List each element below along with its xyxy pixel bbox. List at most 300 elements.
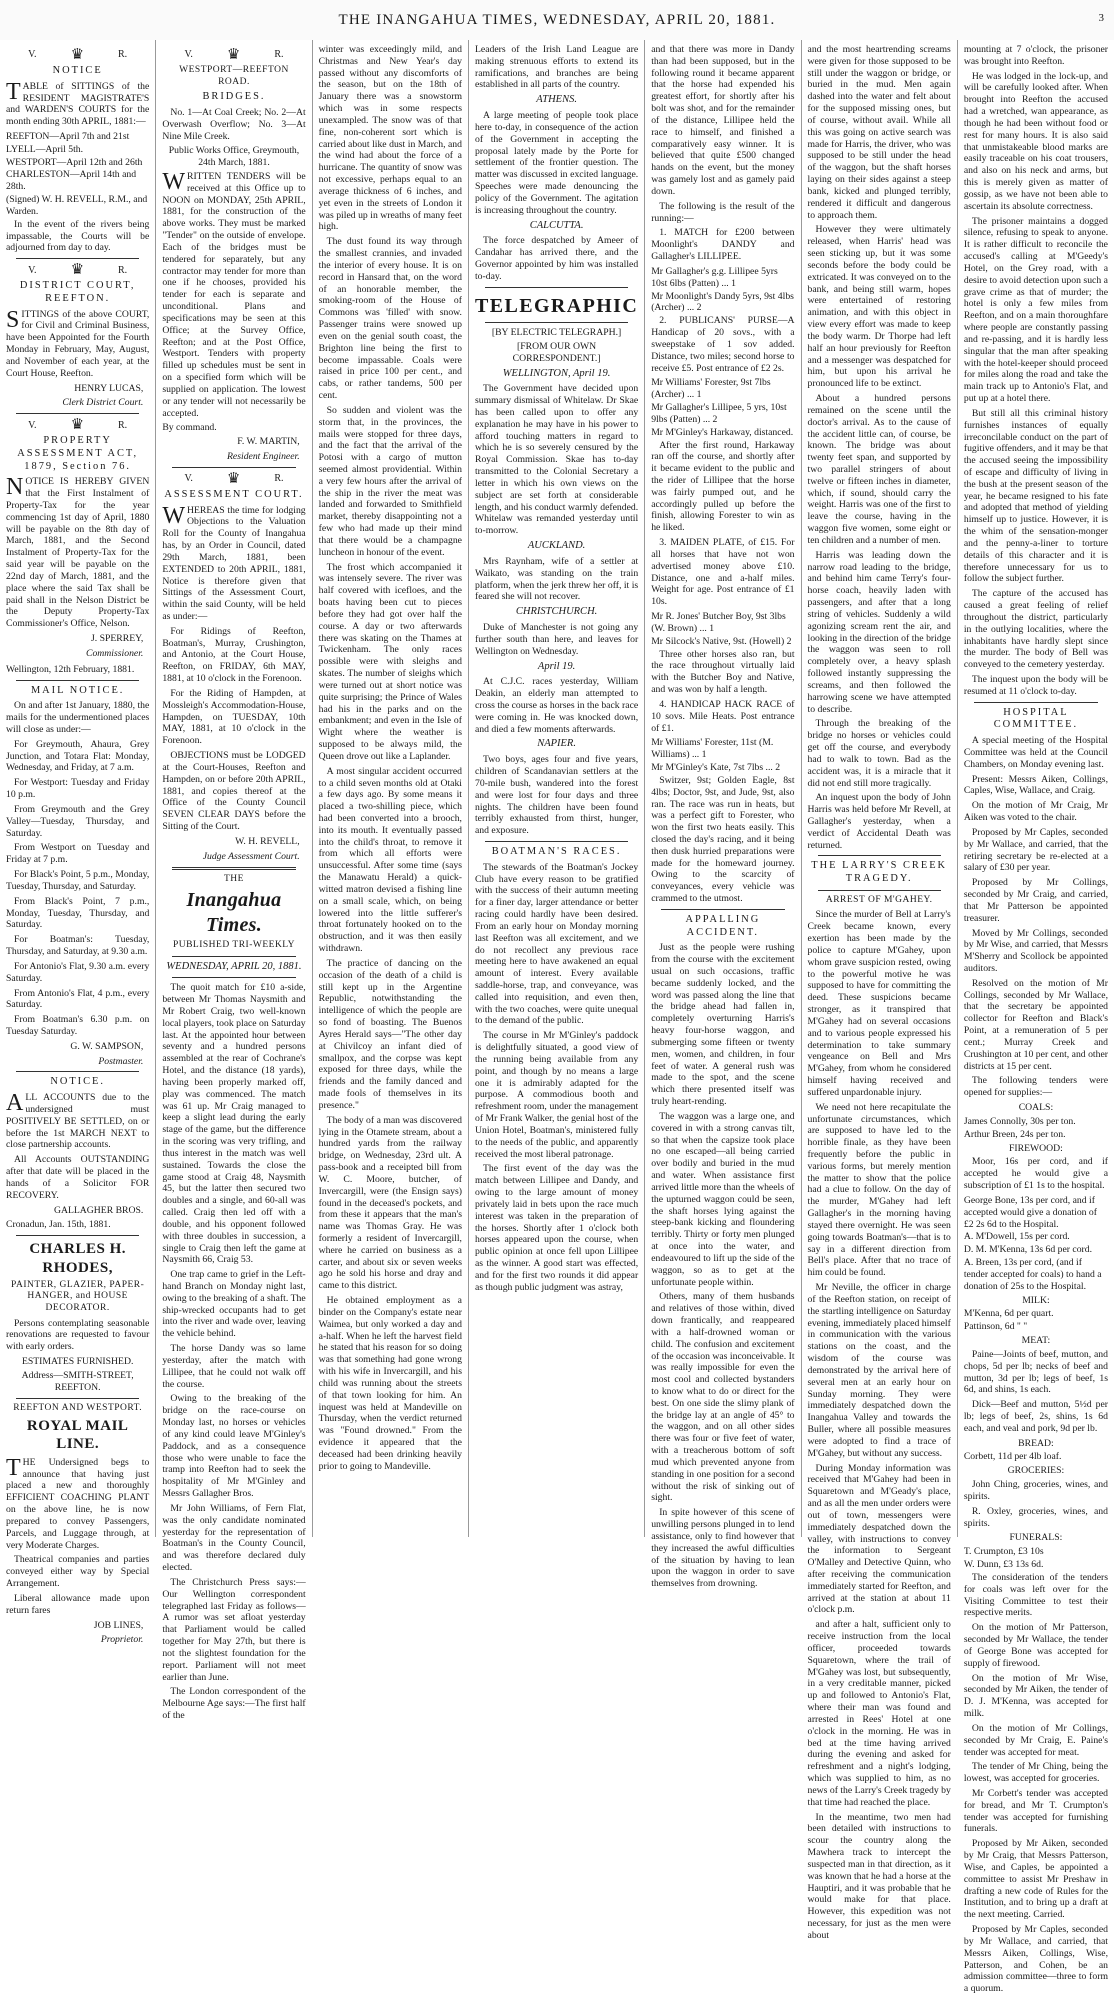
paragraph-text: Moved by Mr Collings, seconded by Mr Wise, and carried, that Messrs M'Sherry and Scollock be appointed auditors. <box>963 927 1108 974</box>
paragraph <box>808 550 951 716</box>
section-heading: Inangahua Times. <box>186 889 282 936</box>
section-heading: THE LARRY'S CREEK TRAGEDY. <box>811 860 948 885</box>
paragraph <box>162 1269 305 1340</box>
paragraph-text: Theatrical companies and parties conveyed either way by Special Arrangement. <box>6 1554 150 1590</box>
paragraph <box>964 216 1108 405</box>
divider <box>16 413 139 414</box>
paragraph <box>475 110 638 216</box>
newspaper-masthead <box>0 0 1114 40</box>
paragraph <box>475 556 638 603</box>
divider <box>818 890 941 891</box>
drop-cap: T <box>6 1454 21 1481</box>
section-heading: PUBLISHED TRI-WEEKLY <box>172 939 296 950</box>
signatory-title: Judge Assessment Court. <box>202 850 300 862</box>
divider <box>818 855 941 856</box>
page-number: 3 <box>1098 12 1104 24</box>
paragraph <box>162 688 305 747</box>
crest-right-letter: R. <box>118 264 128 276</box>
text-line: REEFTON—April 7th and 21st <box>6 131 130 142</box>
paragraph-text: 2. PUBLICANS' PURSE—A Handicap of 20 sovs., with a sweepstake of 1 sov added. Distance, two miles; second horse to receive £5. Post entrance of £2 2s. <box>651 315 795 374</box>
paragraph-text: From Boatman's 6.30 p.m. on Tuesday Saturday. <box>6 1014 150 1037</box>
paragraph <box>6 896 149 931</box>
column-3 <box>313 40 469 1537</box>
paragraph-text: On the motion of Mr Craig, Mr Aiken was voted to the chair. <box>963 800 1108 824</box>
text-line: Wellington, 12th February, 1881. <box>6 663 135 675</box>
text-line: LYELL—April 5th. <box>6 143 84 155</box>
signatory-title: Postmaster. <box>98 1055 144 1067</box>
paragraph <box>964 674 1108 698</box>
paragraph <box>651 1291 794 1504</box>
signatory-title: Clerk District Court. <box>62 397 144 409</box>
paragraph-text: From Black's Point, 7 p.m., Monday, Tuesday, Thursday, and Saturday. <box>6 895 150 931</box>
paragraph <box>808 393 951 547</box>
paragraph-text: On and after 1st January, 1880, the mails for the undermentioned places will close as under:— <box>6 700 150 735</box>
paragraph-text: The frost which accompanied it was intensely severe. The river was half covered with icefloes, and the boats having been cut to pieces before they had got over half the course. A day or two afterwards there was skating on the Thames at Twickenham. The only races possible were with sleighs and skates. The number of sleighs which were turned out at short notice was quite surprising; the Prince of Wales had his in the parks and on the embankment; and even in the Isle of Wight where the weather is supposed to be always mild, the Queen drove out like a Laplander. <box>318 561 462 762</box>
text-line: Mr M'Ginley's Kate, 7st 7lbs ... 2 <box>651 762 781 774</box>
paragraph-text: The stewards of the Boatman's Jockey Club have every reason to be gratified with the success of their autumn meeting for a finer day, larger attendance or better racing could hardly have been desired. From an early hour on Monday morning last Reefton was all excitement, and we do not recollect any previous race meeting here to have awakened an equal amount of interest. Every available saddle-horse, trap, and conveyance, was called into requisition, and even then, with the two coaches, were quite unequal to the demand of the public. <box>474 861 639 1027</box>
paragraph <box>319 562 462 763</box>
paragraph-text: 1. MATCH for £200 between Moonlight's DANDY and Gallagher's LILLIPEE. <box>651 227 795 263</box>
paragraph-text: In the meantime, two men had been detailed with instructions to scour the country along the Mawhera track to intercept the suspected man in that direction, as it was known that he had a horse at the Hauptiri, and it was probable that he would make for that place. However, this expedition was not necessary, for just as the men were about <box>807 1811 951 1941</box>
paragraph <box>808 1102 951 1279</box>
paragraph <box>651 440 794 535</box>
paragraph-text: Resolved on the motion of Mr Collings, seconded by Mr Wallace, that the secretary be appointed collector for Reefton and Black's Point, at a remuneration of 5 per cent.; Murray Creek and Crushington at 10 per cent, and other districts at 15 per cent. <box>963 977 1108 1072</box>
paragraph <box>6 1554 149 1589</box>
signatory-title: Proprietor. <box>100 1634 144 1646</box>
paragraph <box>162 1577 305 1683</box>
paragraph <box>6 961 149 985</box>
crest-left-letter: V. <box>184 473 193 485</box>
signature: J. SPERREY, <box>91 633 144 645</box>
paragraph <box>475 754 638 837</box>
paragraph <box>319 236 462 402</box>
paragraph-text: In spite however of this scene of unwilling persons plunged in to lend assistance, only to find however that they increased the awful difficulties of the situation by having to lean upon the waggon in order to save themselves from drowning. <box>651 1507 795 1590</box>
paragraph-text: At C.J.C. races yesterday, William Deakin, an elderly man attempted to cross the course as horses in the back race were coming in. He was knocked down, and died a few moments afterwards. <box>474 676 639 735</box>
paragraph-text: John Ching, groceries, wines, and spirits. <box>963 1479 1108 1502</box>
paragraph-text: ITTINGS of the above COURT, for Civil and Criminal Business, have been Appointed for the Fourth Monday in February, May, August, and November of each year, at the Court House, Reefton. <box>6 308 150 379</box>
paragraph-text: Just as the people were rushing from the course with the excitement usual on such occasions, traffic became suddenly locked, and the word was passed along the line that the bridge ahead had fallen in, completely overturning Harris's heavy four-horse waggon, and submerging some fifteen or twenty men, women, and children, in four feet of water. A general rush was made to the spot, and the scene which there presented itself was truly heart-rending. <box>651 942 795 1108</box>
text-line: Corbett, 11d per 4lb loaf. <box>963 1451 1062 1463</box>
paragraph <box>6 476 149 630</box>
paragraph-text: Others, many of them husbands and relatives of those within, dived down frantically, and reappeared with a half-drowned woman or child. The confusion and excitement of the occasion was inconceivable. It was really impossible for even the most cool and collected bystanders to know what to do or direct for the best. On one side the slimy plank of the bridge lay at an angle of 45° to the waggon, and on all other sides there was four or five feet of water, with a treacherous bottom of soft mud which prevented anyone from standing in one position for a second without the risk of sinking out of sight. <box>651 1291 795 1504</box>
paragraph-text: The Government have decided upon summary dismissal of Whitelaw. Dr Skae has been called upon to offer any explanation he may have in his power to afford touching matters in regard to which he is so severely censured by the Royal Commission. Skae has to-day transmitted to the Colonial Secretary a letter in which his own views on the subject are set forth at considerable length, and his conduct warmly defended. Whitelaw was remanded yesterday until to-morrow. <box>474 383 639 537</box>
text-line: A. Breen, 13s per cord, (and if tender accepted for coals) to hand a donation of 25s to the Hospital. <box>963 1257 1102 1292</box>
paragraph <box>162 107 305 142</box>
centered-line: COALS: <box>1018 1102 1054 1114</box>
paragraph <box>162 750 305 833</box>
column-1 <box>0 40 156 1646</box>
signatory-title: Commissioner. <box>86 647 144 659</box>
paragraph <box>808 224 951 390</box>
paragraph-text: The Christchurch Press says:—Our Wellington correspondent telegraphed last Friday as follows—A rumor was set afloat yesterday that Parliament would be called together for May 27th, but there is not the slightest foundation for the report. Parliament will not meet earlier than June. <box>162 1576 306 1683</box>
paragraph <box>964 800 1108 824</box>
centered-line: MEAT: <box>1021 1335 1051 1347</box>
paragraph <box>6 869 149 893</box>
paragraph-text: Dick—Beef and mutton, 5½d per lb; legs of beef, 2s, shins, 1s 6d each, and veal and pork, 9d per lb. <box>963 1399 1108 1434</box>
paragraph-text: However they were ultimately released, when Harris' head was seen sticking up, but it was some seconds before the body could be extricated. It was conveyed on to the bank, and being still warm, hopes were entertained of restoring animation, and with this object in view every effort was made to keep the body warm. Dr Thorpe had left half an hour previously for Reefton and a messenger was despatched for him, but upon his arrival he pronounced life to be extinct. <box>807 224 951 390</box>
paragraph-text: Switzer, 9st; Golden Eagle, 8st 4lbs; Doctor, 9st, and Jude, 9st, also ran. The race was run in heats, but was a perfect gift to Forester, who won the first two heats easily. This closed the day's racing, and it being then dusk hurried preparations were made for the homeward journey. Owing to the scarcity of conveyances, every vehicle was crammed to the utmost. <box>651 774 795 905</box>
section-heading: ARREST OF M'GAHEY. <box>825 894 933 905</box>
paragraph-text: The prisoner maintains a dogged silence, refusing to speak to anyone. It is rather difficult to reconcile the accused's calling at M'Geedy's Hotel, on the Grey road, with a desire to avoid detection upon such a grave crime as that of murder; the hotel is only a few miles from Reefton, and on a main thoroughfare where people are constantly passing and re-passing, and it is hardly less singular that the man after speaking with the hotel-keeper should proceed for miles along the road and take the main track up to Antonio's Flat, and put up at a hotel there. <box>963 215 1108 405</box>
royal-crest <box>6 263 149 278</box>
paragraph-text: The following tenders were opened for supplies:— <box>963 1075 1108 1099</box>
royal-crest <box>162 48 305 63</box>
paragraph-text: OBJECTIONS must be LODGED at the Court-Houses, Reefton and Hampden, on or before 20th APRIL, 1881, and copies thereof at the Office of the County Council SEVEN CLEAR DAYS before the Sitting of the Court. <box>162 750 306 833</box>
centered-line: [BY ELECTRIC TELEGRAPH.] <box>491 327 622 339</box>
paragraph-text: HEREAS the time for lodging Objections to the Valuation Roll for the County of Inangahua has, by an Order in Council, dated 29th March, 1881, been EXTENDED to 20th APRIL, 1881, Notice is therefore given that Sittings of the Assessment Court, within the said County, will be held as under:— <box>162 504 306 622</box>
paragraph-text: Moor, 16s per cord, and if accepted he would give a subscription of £1 1s to the hospital. <box>963 1156 1108 1192</box>
paragraph <box>162 502 306 623</box>
paragraph-text: Proposed by Mr Aiken, seconded by Mr Craig, that Messrs Patterson, Wise, and Caples, be appointed a committee to assist Mr Preshaw in drafting a new code of Rules for the Institution, and to bring up a draft at the next meeting. Carried. <box>963 1838 1108 1921</box>
paragraph-text: The London correspondent of the Melbourne Age says:—The first half of the <box>162 1686 306 1721</box>
paragraph <box>162 1686 305 1721</box>
paragraph <box>162 1393 305 1499</box>
column-2 <box>156 40 312 1721</box>
paragraph-text: The following is the result of the running:— <box>651 200 795 224</box>
paragraph-text: The force despatched by Ameer of Candahar has arrived there, and the Governor appointed by him was installed to-day. <box>474 235 639 282</box>
paragraph <box>6 934 149 958</box>
paragraph <box>162 982 305 1266</box>
paragraph <box>651 1111 794 1288</box>
royal-crest <box>162 472 305 487</box>
paragraph <box>964 44 1108 68</box>
section-heading: NOTICE <box>52 65 103 76</box>
centered-line: FUNERALS: <box>1009 1532 1063 1544</box>
paragraph <box>964 1723 1108 1758</box>
signature: GALLAGHER BROS. <box>53 1204 144 1216</box>
text-line: Mr Gallagher's g.g. Lillipee 5yrs 10st 6lbs (Patten) ... 1 <box>651 265 778 289</box>
paragraph <box>964 1761 1108 1785</box>
paragraph <box>6 700 149 735</box>
centered-line: GROCERIES: <box>1007 1465 1065 1477</box>
paragraph-text: About a hundred persons remained on the scene until the doctor's arrival. As to the cause of the accident little can, of course, be known. The bridge was about twenty feet span, and supported by two parallel stringers of about twelve or fifteen inches in diameter, which, if sound, should carry the weight. Harris was one of the first to leave the course, having in the waggon five women, some eight or ten children and a number of men. <box>807 393 951 546</box>
crest-left-letter: V. <box>184 49 193 61</box>
paragraph-text: From Antonio's Flat, 4 p.m., every Saturday. <box>6 987 150 1011</box>
paragraph-text: Leaders of the Irish Land League are making strenuous efforts to extend its ramifications, and branches are being established in all parts of the country. <box>474 44 639 91</box>
text-line: By command. <box>162 422 217 434</box>
text-line: WESTPORT—April 12th and 26th <box>6 156 143 168</box>
section-heading: ROYAL MAIL LINE. <box>26 1418 129 1453</box>
section-heading: BRIDGES. <box>202 91 266 103</box>
text-line: (Signed) W. H. REVELL, R.M., and Warden. <box>6 194 148 217</box>
dateline: CHRISTCHURCH. <box>515 606 598 618</box>
paragraph <box>964 1479 1108 1503</box>
dateline: ATHENS. <box>536 94 577 106</box>
column-6 <box>802 40 958 1941</box>
paragraph <box>162 168 306 419</box>
paragraph <box>6 1318 149 1353</box>
royal-crest <box>6 418 149 433</box>
paragraph <box>475 235 638 282</box>
paragraph <box>651 201 794 225</box>
paragraph-text: The consideration of the tenders for coals was left over for the Visiting Committee to test their respective merits. <box>963 1571 1108 1619</box>
paragraph-text: winter was exceedingly mild, and Christmas and New Year's day passed without any discomforts of the season, but on the 18th of January there was a snowstorm which was in some respects unexampled. The snow was of that fine, non-coherent sort which is carried about like dust in March, and the wind had about the force of a hurricane. The quantity of snow was not excessive, perhaps equal to an average thickness of 6 inches, and yet even in the streets of London it was piled up in wreaths of many feet high. <box>318 44 462 233</box>
paragraph <box>475 622 638 657</box>
text-line: George Bone, 13s per cord, and if accepted would give a donation of £2 2s 6d to the Hospital. <box>963 1194 1097 1230</box>
paragraph-text: 4. HANDICAP HACK RACE of 10 sovs. Mile Heats. Post entrance of £1. <box>651 698 795 734</box>
paragraph-text: The body of a man was discovered lying in the Otamete stream, about a hundred yards from the railway bridge, on Wednesday, 23rd ult. A pass-book and a receipted bill from W. C. Moore, butcher, of Invercargill, were (the Ensign says) found in the deceased's pockets, and from these it appears that the man's name was Thomas Gray. He was formerly a resident of Invercargill, where he carried on business as a carter, and about six or seven weeks ago he sold his horse and dray and came to this district. <box>318 1114 462 1292</box>
paragraph <box>475 1163 638 1293</box>
paragraph <box>964 1075 1108 1099</box>
paragraph-text: Duke of Manchester is not going any further south than here, and leaves for Wellington on Wednesday. <box>474 622 639 657</box>
centered-line: Address—SMITH-STREET, REEFTON. <box>21 1369 134 1393</box>
paragraph-text: 3. MAIDEN PLATE, of £15. For all horses that have not won advertised money above £10. Distance, one and a-half miles. Weight for age. Post entrance of £1 10s. <box>651 537 795 608</box>
text-line: T. Crumpton, £3 10s <box>963 1546 1044 1558</box>
paragraph <box>964 877 1108 924</box>
paragraph-text: mounting at 7 o'clock, the prisoner was brought into Reefton. <box>963 44 1108 67</box>
paragraph-text: During Monday information was received that M'Gahey had been in Squaretown and M'Geady's place, and as all the men under orders were out of town, messengers were immediately despatched down the valley, with instructions to convey the information to Sergeant O'Malley and Detective Quinn, who after receiving the communication immediately started for Reefton, and arrived at the station at about 11 o'clock p.m. <box>807 1462 951 1616</box>
paragraph <box>964 978 1108 1073</box>
paragraph <box>964 1506 1108 1530</box>
paragraph <box>964 1572 1108 1619</box>
paragraph-text: The course in Mr M'Ginley's paddock is delightfully situated, a good view of the running being available from any point, and though by no means a large one it is admirably adapted for the purpose. A commodious booth and refreshment room, under the management of Mr Frank Walker, the genial host of the Union Hotel, Boatman's, ministered fully to the needs of the public, and apparently received the most liberal patronage. <box>474 1030 639 1160</box>
paragraph-text: On the motion of Mr Patterson, seconded by Mr Wallace, the tender of George Bone was accepted for supply of firewood. <box>963 1622 1108 1669</box>
paragraph-text: Present: Messrs Aiken, Collings, Caples, Wise, Wallace, and Craig. <box>963 773 1108 797</box>
crown-icon: ♛ <box>226 470 241 487</box>
paragraph-text: For Westport: Tuesday and Friday 10 p.m. <box>6 777 150 801</box>
newspaper-columns <box>0 40 1114 1995</box>
paragraph-text: and after a halt, sufficient only to receive instruction from the local officer, proceeded towards Squaretown, where the trail of M'Gahey was lost, but subsequently, in a very creditable manner, picked up and followed to Antonio's Flat, where their man was found and arrested in Rees' Hotel at one o'clock in the morning. He was in bed at the time having arrived during the evening and asked for refreshment and a night's lodging, which was supplied to him, as no news of the Larry's Creek tragedy by that time had reached the place. <box>807 1619 951 1808</box>
paragraph-text: For Ridings of Reefton, Boatman's, Murray, Crushington, and Antonio, at the Court House, Reefton, on FRIDAY, 6th MAY, 1881, at 10 o'clock in the Forenoon. <box>162 625 306 685</box>
section-heading: HOSPITAL COMMITTEE. <box>993 706 1079 731</box>
dateline: AUCKLAND. <box>527 540 586 552</box>
paragraph <box>808 44 951 221</box>
paragraph-text: Since the murder of Bell at Larry's Creek became known, every exertion has been made by the police to capture M'Gahey, upon whom grave suspicion rested, owing to the powerful motive he was supposed to have for committing the deed. These suspicions became stronger, as it transpired that M'Gahey had on several occasions and to various people expressed his determination to take summary vengeance on Bell and Mrs M'Gahey, from whom he considered himself having received and suffered unpardonable injury. <box>807 909 951 1098</box>
paragraph-text: The tender of Mr Ching, being the lowest, was accepted for groceries. <box>963 1761 1108 1785</box>
divider <box>172 956 295 957</box>
crown-icon: ♛ <box>226 47 241 63</box>
paragraph-text: Proposed by Mr Caples, seconded by Mr Wallace, and carried, that the retiring secretary be re-elected at a salary of £30 per year. <box>963 826 1108 874</box>
paragraph <box>964 928 1108 975</box>
text-line: Mr Williams' Forester, 11st (M. Williams) ... 1 <box>651 737 774 761</box>
paragraph-text: R. Oxley, groceries, wines, and spirits. <box>963 1505 1108 1529</box>
paragraph <box>964 1349 1108 1396</box>
text-line: CHARLESTON—April 14th and 28th. <box>6 169 137 193</box>
drop-cap: N <box>6 474 24 501</box>
paragraph <box>651 315 794 374</box>
crown-icon: ♛ <box>70 47 85 63</box>
signatory-title: Resident Engineer. <box>227 451 300 463</box>
paragraph-text: HE Undersigned begs to announce that having just placed a new and thoroughly EFFICIENT COACHING PLANT on the above line, he is now prepared to convey Passengers, Parcels, and Luggage through, at very Moderate Charges. <box>6 1456 150 1551</box>
paragraph-text: All Accounts OUTSTANDING after that date will be placed in the hands of a Solicitor FOR RECOVERY. <box>6 1154 150 1201</box>
centered-line: ESTIMATES FURNISHED. <box>21 1356 134 1368</box>
paragraph-text: OTICE IS HEREBY GIVEN that the First Instalment of Property-Tax for the year commencing 1st day of April, 1880 will be payable on the 8th day of March, 1881, and the Second Instalment of Property-Tax for the said year will be payable on the 22nd day of March, 1881, and the place where the said Tax shall be paid shall in the Nelson District be the Deputy Property-Tax Commissioner's Office, Nelson. <box>6 476 150 630</box>
paragraph <box>6 842 149 866</box>
divider <box>16 1071 139 1072</box>
dateline: NAPIER. <box>537 738 576 750</box>
column-4 <box>469 40 645 1537</box>
paragraph-text: He was lodged in the lock-up, and will be carefully looked after. When brought into Reefton the accused had a wretched, wan appearance, as though he had been without food or rest for many hours. It is also said that unmistakeable blood marks are easily traceable on his coat trousers, and also on his neck and arms, but this is merely given as matter of gossip, as we have not been able to ascertain its absolute correctness. <box>963 70 1108 212</box>
paragraph <box>964 735 1108 770</box>
text-line: Cronadun, Jan. 15th, 1881. <box>6 1219 111 1231</box>
paragraph <box>475 44 638 91</box>
paragraph-text: In the event of the rivers being impassable, the Courts will be adjourned from day to day. <box>6 218 150 254</box>
divider <box>16 1398 139 1399</box>
paragraph-text: One trap came to grief in the Left-hand Branch on Monday night last, owing to the breaking of a shaft. The ship-wrecked occupants had to get into the river and wade over, leaving the vehicle behind. <box>162 1269 306 1340</box>
crest-left-letter: V. <box>28 264 37 276</box>
paragraph-text: Liberal allowance made upon return fares <box>6 1592 150 1616</box>
paragraph <box>964 827 1108 874</box>
newspaper-title: THE INANGAHUA TIMES, WEDNESDAY, APRIL 20, 1881. <box>338 11 776 28</box>
paragraph <box>162 1343 305 1390</box>
paragraph <box>319 766 462 955</box>
divider <box>661 909 784 910</box>
text-line: James Connolly, 30s per ton. <box>963 1115 1076 1127</box>
paragraph <box>651 942 794 1108</box>
column-5 <box>645 40 801 1590</box>
paragraph <box>475 676 638 735</box>
divider <box>16 680 139 681</box>
paragraph <box>964 1788 1108 1835</box>
crown-icon: ♛ <box>70 262 85 279</box>
paragraph-text: The first event of the day was the match between Lillipee and Dandy, and owing to the large amount of money privately laid in bets upon the race much interest was taken in the preparation of the horses. Shortly after 1 o'clock both horses appeared upon the course, when public opinion at once fell upon Lillipee as the winner. A good start was effected, and for the first two rounds it did appear as though public judgment was astray, <box>474 1163 639 1293</box>
paragraph-text: An inquest upon the body of John Harris was held before Mr Revell, at Gallagher's yesterday, when a verdict of Accidental Death was returned. <box>807 792 951 851</box>
text-line: M'Kenna, 6d per quart. <box>963 1308 1054 1320</box>
section-heading: PAINTER, GLAZIER, PAPER-HANGER, and HOUSE DECORATOR. <box>11 1279 145 1314</box>
paragraph-text: Mr Corbett's tender was accepted for bread, and Mr T. Crumpton's tender was accepted for furnishing funerals. <box>963 1788 1108 1835</box>
paragraph-text: LL ACCOUNTS due to the undersigned must POSITIVELY BE SETTLED, on or before the 1st MARCH NEXT to close partnership accounts. <box>6 1092 150 1151</box>
paragraph-text: After the first round, Harkaway ran off the course, and shortly after it became evident to the public and the rider of Lillipee that the horse was fairly pumped out, and he accordingly pulled up before the finish, allowing Forester to win as he liked. <box>651 439 795 534</box>
paragraph-text: Owing to the breaking of the bridge on the race-course on Monday last, no horses or vehicles of any kind could leave M'Ginley's Paddock, and as a consequence those who were unable to face the tramp into Reefton had to seek the hospitality of Mr M'Ginley and Messrs Gallagher Bros. <box>162 1393 306 1500</box>
divider <box>172 867 295 870</box>
paragraph <box>6 777 149 801</box>
drop-cap: A <box>6 1090 24 1117</box>
crown-icon: ♛ <box>70 417 85 434</box>
paragraph <box>651 699 794 734</box>
paragraph <box>6 1593 149 1617</box>
paragraph-text: Mr John Williams, of Fern Flat, was the only candidate nominated yesterday for the representation of Boatman's in the County Council, and was therefore declared duly elected. <box>162 1502 306 1574</box>
paragraph-text: The practice of dancing on the occasion of the death of a child is still kept up in the Argentine Republic, notwithstanding the intelligence of which the people are so fond of boasting. The Buenos Ayres Herald says—"The other day at Chivilcoy an infant died of smallpox, and the corpse was kept exposed for three days, while the friends and the family danced and made fools of themselves in its presence." <box>318 957 462 1111</box>
centered-line: Public Works Office, Greymouth, 24th March, 1881. <box>168 145 300 169</box>
paragraph-text: The quoit match for £10 a-side, between Mr Thomas Naysmith and Mr Robert Craig, two well-known local players, took place on Saturday last. At the appointed hour between seventy and a hundred persons assembled at the rear of Cochrane's Hotel, and the distance (18 yards), having been properly marked off, play was commenced. The match was 61 up. Mr Craig managed to keep a slight lead during the early stage of the game, but the difference in the scoring was very trifling, and thus interest in the match was well sustained. Towards the close the game stood at Craig 48, Naysmith 45, but the latter then secured two doubles and a single, and 60-all was called. Craig then led off with a double, and his opponent followed with three doubles in succession, a single to Craig then left the game at Naysmith 66, Craig 53. <box>162 982 306 1266</box>
paragraph <box>808 1282 951 1459</box>
crest-right-letter: R. <box>274 473 284 485</box>
paragraph-text: From Westport on Tuesday and Friday at 7 p.m. <box>6 842 150 866</box>
paragraph-text: A most singular accident occurred to a child seven months old at Otaki a few days ago. By some means it placed a two-shilling piece, which had been converted into a brooch, into its mouth. It eventually passed into the child's throat, to remove it from which all efforts were unsuccessful. After some time (says the Manawatu Herald) a quick-witted matron devised a fishing line on a small scale, which, on being lowered into the little sufferer's throat fortunately hooked on to the obstruction, and it was then easily withdrawn. <box>318 765 462 955</box>
divider <box>172 467 295 468</box>
paragraph <box>651 227 794 262</box>
text-line: Mr Moonlight's Dandy 5yrs, 9st 4lbs (Archer) ... 2 <box>651 290 794 314</box>
text-line: Mr R. Jones' Butcher Boy, 9st 3lbs (W. Brown) ... 1 <box>651 611 786 634</box>
paragraph <box>319 405 462 559</box>
text-line: W. Dunn, £3 13s 6d. <box>963 1559 1044 1571</box>
paragraph-text: Three other horses also ran, but the race throughout virtually laid with the Butcher Boy and Native, and was won by half a length. <box>651 648 795 696</box>
text-line: Mr M'Ginley's Harkaway, distanced. <box>651 426 794 438</box>
drop-cap: W <box>162 168 185 195</box>
paragraph-text: The capture of the accused has caused a great feeling of relief throughout the district, particularly in the outlying localities, where the inhabitants have hardly slept since the murder. The body of Bell was conveyed to the cemetery yesterday. <box>963 588 1108 671</box>
paragraph <box>6 1454 150 1552</box>
divider <box>974 702 1098 703</box>
text-line: A. M'Dowell, 15s per cord. <box>963 1231 1070 1243</box>
paragraph-text: Mr Neville, the officer in charge of the Reefton station, on receipt of the startling intelligence on Saturday evening, immediately placed himself in communication with the various stations on the coast, and the wisdom of the course was demonstrated by the arrival here of several men at an early hour on Sunday morning. They were immediately despatched down the Inangahua Valley and towards the Buller, where all possible measures were adopted to find a trace of M'Gahey, but without any success. <box>807 1282 951 1459</box>
paragraph-text: But still all this criminal history furnishes instances of equally irreconcilable conduct on the part of fugitive offenders, and it may be that the accused seeing the impossibility of escape and difficulty of living in the bush at the present season of the year, he became resigned to his fate and adopted that method of yielding himself up to justice. However, it is the whim of the sensation-monger and the penny-a-liner to torture details of this character and it is therefore unnecessary for us to follow the subject further. <box>963 407 1108 585</box>
paragraph <box>6 1014 149 1038</box>
signature: HENRY LUCAS, <box>74 382 144 394</box>
paragraph <box>964 588 1108 671</box>
paragraph-text: He obtained employment as a binder on the Company's estate near Waimea, but only worked a day and a-half. When he left the harvest field he stated that his reason for so doing was that something had gone wrong with his wife in Invercargill, and his child was running about the streets of that town looking for him. An inquest was held at Mandeville on Thursday, when the verdict returned was "Found drowned." From the evidence it appeared that the deceased had been drinking heavily prior to going to Mandeville. <box>318 1295 462 1472</box>
section-heading: PROPERTY ASSESSMENT ACT, 1879, Section 76. <box>17 435 139 472</box>
paragraph-text: and the most heartrending screams were given for those supposed to be still under the waggon or bridge, or buried in the mud. Men again dashed into the water and felt about for the supposed missing ones, but of course, without avail. While all this was going on active search was made for Harris, the driver, who was supposed to be still under the head of the waggon, but the shaft horses laying on their sides against a steep bank, kicked and plunged terribly, rendered it difficult and dangerous to approach them. <box>807 44 951 221</box>
royal-crest <box>6 48 149 63</box>
paragraph-text: The inquest upon the body will be resumed at 11 o'clock to-day. <box>963 674 1108 697</box>
crest-right-letter: R. <box>118 49 128 61</box>
paragraph <box>964 1673 1108 1720</box>
paragraph <box>964 408 1108 585</box>
paragraph-text: For Boatman's: Tuesday, Thursday, and Saturday, at 9.30 a.m. <box>6 934 150 958</box>
paragraph-text: Paine—Joints of beef, mutton, and chops, 5d per lb; necks of beef and mutton, 3d per lb; legs of beef, 1s 6d, and shins, 1s each. <box>963 1348 1108 1396</box>
paragraph <box>319 958 462 1112</box>
divider <box>485 287 628 288</box>
text-line: Mr Gallagher's Lillipee, 5 yrs, 10st 9lbs (Patten) ... 2 <box>651 402 787 425</box>
paragraph <box>964 1399 1108 1434</box>
paragraph-text: Mrs Raynham, wife of a settler at Waikato, was standing on the train platform, when the jerk threw her off, it is feared she will not recover. <box>474 555 639 603</box>
paragraph-text: On the motion of Mr Wise, seconded by Mr Aiken, the tender of D. J. M'Kenna, was accepted for milk. <box>963 1672 1108 1720</box>
paragraph <box>319 44 462 233</box>
paragraph <box>6 78 150 128</box>
divider <box>172 977 295 978</box>
section-heading: DISTRICT COURT, REEFTON. <box>19 280 136 304</box>
text-line: D. M. M'Kenna, 13s 6d per cord. <box>963 1244 1093 1256</box>
paragraph <box>964 1156 1108 1191</box>
paragraph-text: We need not here recapitulate the unfortunate circumstances, which are supposed to have led to the horrible finale, as they have been frequently before the public in various forms, but merely mention the matter to show that the police had a clue to follow. On the day of the murder, M'Gahey had left Gallagher's in the morning having stayed there overnight. He was seen going towards Boatman's—that is to say in a different direction from Bell's place. After that no trace of him could be found. <box>807 1101 951 1279</box>
paragraph-text: Harris was leading down the narrow road leading to the bridge, and behind him came Terry's four-horse coach, heavily laden with passengers, and after that a long string of vehicles. Suddenly a wild agonizing scream rent the air, and looking in the direction of the bridge the waggon was seen to roll completely over, a heavy splash followed instantly suppressing the screams, and then followed the harrowing scene we have attempted to describe. <box>807 549 951 715</box>
divider <box>16 1235 139 1236</box>
centered-line: MILK: <box>1022 1294 1050 1306</box>
dateline: CALCUTTA. <box>529 219 584 231</box>
paragraph <box>808 1463 951 1617</box>
paragraph-text: The dust found its way through the smallest crannies, and invaded the interior of every house. It is on record in Hansard that, on the word of an honorable member, the smoking-room of the House of Commons was 'filled' with snow. Passenger trains were snowed up even on the genial south coast, the Brighton line being the first to become impassable. Coals were raised in price 100 per cent., and cabs, or rather tandems, 500 per cent. <box>318 236 462 402</box>
paragraph-text: A large meeting of people took place here to-day, in consequence of the action of the Government in accepting the proposal lately made by the Porte for settlement of the frontier question. The matter was discussed in excited language. Speeches were made denouncing the policy of the Government. The agitation is increasing throughout the country. <box>474 110 639 216</box>
paragraph-text: ABLE of SITTINGS of the RESIDENT MAGISTRATE'S and WARDEN'S COURTS for the month ending 30th APRIL, 1881:— <box>6 80 150 128</box>
paragraph <box>808 1812 951 1942</box>
column-7 <box>958 40 1114 1995</box>
paragraph-text: RITTEN TENDERS will be received at this Office up to NOON on MONDAY, 25th APRIL, 1881, for the construction of the above works. They must be marked "Tender" on the outside of envelope. Each of the bridges must be tendered for separately, but any contractor may tender for more than one if he chooses, provided his tender for each is separate and unconditional. Plans and specifications may be seen at this Office; at the Survey Office, Reefton; and at the Post Office, Westport. Tenders with property filled up schedules must be sent in on a specified form which will be supplied on application. The lowest or any tender will not necessarily be accepted. <box>162 170 306 419</box>
paragraph-text: From Greymouth and the Grey Valley—Tuesday, Thursday, and Saturday. <box>6 803 150 839</box>
paragraph <box>319 1295 462 1472</box>
crest-left-letter: V. <box>28 419 37 431</box>
section-heading: BOATMAN'S RACES. <box>491 846 622 858</box>
paragraph <box>964 71 1108 213</box>
paragraph <box>964 1924 1108 1995</box>
paragraph <box>808 718 951 789</box>
paragraph <box>475 383 638 537</box>
paragraph-text: Proposed by Mr Caples, seconded by Mr Wallace, and carried, that Messrs Aiken, Collings, Wise, Patterson, and Cohen, be an admission committee—three to form a quorum. <box>963 1924 1108 1995</box>
dateline: April 19. <box>537 660 576 672</box>
centered-line: BREAD: <box>1018 1437 1054 1449</box>
paragraph <box>651 649 794 696</box>
paragraph-text: The waggon was a large one, and covered in with a strong canvas tilt, so that when the capsize took place no one escaped—all being carried over bodily and buried in the mud and water. When assistance first arrived little more than the wheels of the upturned waggon could be seen, the shaft horses lying against the steep-bank kicking and floundering terribly. Thirty or forty men plunged at once into the water, and endeavoured to lift up the side of the waggon, so as to get at the unfortunate people within. <box>651 1110 795 1288</box>
paragraph <box>964 1838 1108 1921</box>
signature: W. H. REVELL, <box>235 835 300 847</box>
paragraph-text: The horse Dandy was so lame yesterday, after the match with Lillipee, that he could not walk off the course. <box>162 1343 306 1390</box>
paragraph <box>319 1115 462 1292</box>
paragraph-text: So sudden and violent was the storm that, in the provinces, the mails were stopped for three days, and the fact that the arrival of the Potosi with a cargo of mutton seemed almost providential. Within a very few hours after the arrival of the ship in the river the meat was landed and forwarded to Smithfield market, thereby disappointing not a few who had made up their mind that there would be a champagne luncheon in honour of the event. <box>318 404 462 558</box>
paragraph <box>6 1154 149 1201</box>
paragraph-text: Two boys, ages four and five years, children of Scandanavian settlers at the 70-mile bush, wandered into the forest and were lost for four days and three nights. The children have been found terribly exhausted from thirst, hunger, and exposure. <box>474 754 639 837</box>
paragraph-text: Proposed by Mr Collings, seconded by Mr Craig, and carried, that Mr Patterson be appointed treasurer. <box>963 877 1108 924</box>
drop-cap: W <box>162 502 185 529</box>
text-line: Arthur Breen, 24s per ton. <box>963 1128 1066 1140</box>
paragraph <box>651 775 794 905</box>
centered-line: FIREWOOD: <box>1009 1142 1063 1154</box>
paragraph-text: A special meeting of the Hospital Committee was held at the Council Chambers, on Monday evening last. <box>963 735 1108 770</box>
paragraph <box>475 862 638 1028</box>
dateline: WEDNESDAY, APRIL 20, 1881. <box>166 960 302 972</box>
paragraph <box>964 774 1108 798</box>
paragraph <box>6 1092 149 1151</box>
paragraph <box>808 909 951 1098</box>
paragraph-text: Through the breaking of the bridge no horses or vehicles could get off the course, and everybody had to walk to town. Bad as the accident was, it is a miracle that it did not end still more tragically. <box>807 718 951 789</box>
